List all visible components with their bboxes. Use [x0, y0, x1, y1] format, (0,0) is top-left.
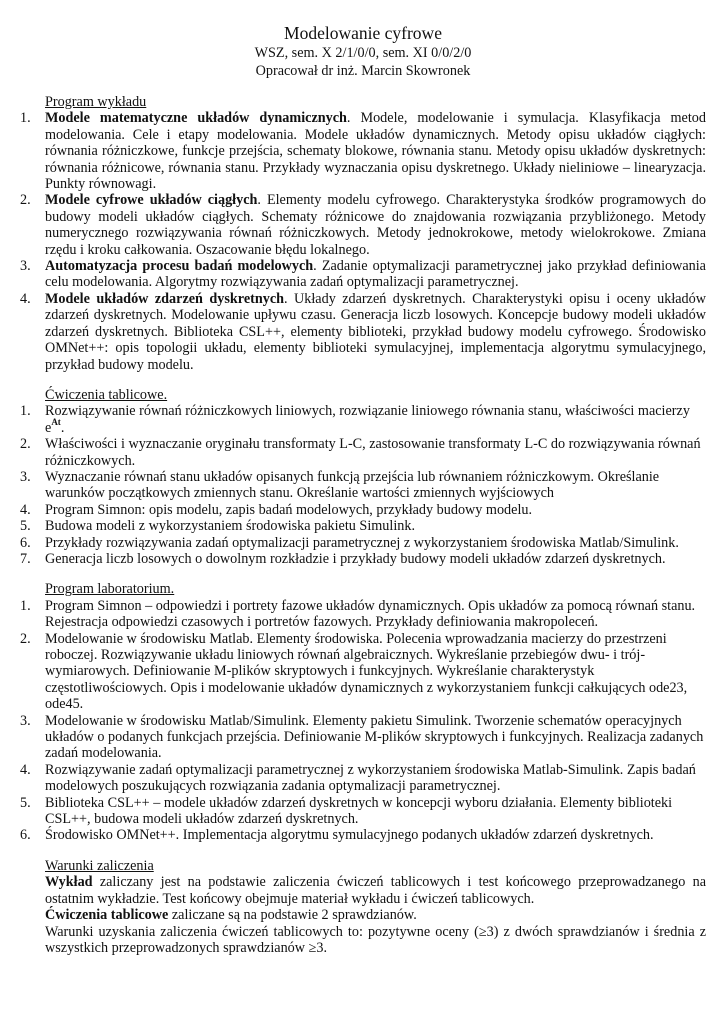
- item-text-end: .: [60, 419, 65, 436]
- item-text: . Modele, modelowanie i symulacja. Klasyfikacja metod modelowania. Cele i etapy modelowania. Modele układów dynamicznych. Metody opisu układów ciągłych: równania różniczkowe, funkcje przejścia, schematy blokowe, równania stanu. Metody opisu układów dyskretnych: równania różnicowe, równania stanu. Przykłady wyznaczania opisu dyskretnego. Układy nieliniowe – linearyzacja. Punkty równowagi.: [45, 110, 706, 193]
- lecture-list: [20, 110, 706, 373]
- exercise-item: [20, 469, 706, 502]
- credit-exercises-label: Ćwiczenia tablicowe: [45, 907, 169, 924]
- matrix-exponent: At: [51, 416, 61, 427]
- exercise-item: [20, 502, 706, 518]
- credit-section: [20, 858, 706, 956]
- item-number: 6.: [20, 534, 31, 551]
- item-text: Program Simnon – odpowiedzi i portrety fazowe układów dynamicznych. Opis układów za pomocą równań stanu. Rejestracja odpowiedzi czasowych i portretów fazowych. Przykłady definiowania makropoleceń.: [45, 597, 696, 631]
- lecture-item: [20, 258, 706, 291]
- exercises-list: [20, 403, 706, 567]
- item-number: 2.: [20, 192, 31, 209]
- lab-section: [20, 581, 706, 844]
- document-header: [20, 22, 706, 80]
- credit-exercises-paragraph: [45, 907, 706, 923]
- item-number: 4.: [20, 501, 31, 518]
- item-text: Generacja liczb losowych o dowolnym rozkładzie i przykłady budowy modeli układów zdarzeń dyskretnych.: [45, 550, 666, 567]
- credit-lecture-paragraph: [45, 874, 706, 907]
- lab-item: [20, 795, 706, 828]
- credit-lecture-label: Wykład: [45, 874, 93, 891]
- item-number: 2.: [20, 436, 31, 453]
- lab-list: [20, 598, 706, 844]
- item-heading: Modele matematyczne układów dynamicznych: [45, 110, 347, 127]
- item-text: Modelowanie w środowisku Matlab. Elementy środowiska. Polecenia wprowadzania macierzy do przestrzeni roboczej. Rozwiązywanie układu liniowych równań algebraicznych. Wykreślanie przebiegów dwu- i trój-wymiarowych. Definiowanie M-plików skryptowych i funkcyjnych. Wykreślanie charakterystyk częstotliwościowych. Opis i modelowanie układów dynamicznych z wykorzystaniem funkcji całkujących ode23, ode45.: [45, 630, 688, 713]
- item-text: . Układy zdarzeń dyskretnych. Charakterystyki opisu i oceny układów zdarzeń dyskretnych. Modelowanie upływu czasu. Generacja liczb losowych. Koncepcje budowy modeli układów zdarzeń dyskretnych. Biblioteka CSL++, elementy biblioteki, przykład budowy modelu cyfrowego. Środowisko OMNet++: opis topologii układu, elementy biblioteki symulacyjnej, implementacja algorytmu symulacyjnego, przykład budowy modelu.: [45, 290, 706, 373]
- lab-item: [20, 762, 706, 795]
- item-number: 1.: [20, 403, 31, 420]
- item-text: Przykłady rozwiązywania zadań optymalizacji parametrycznej z wykorzystaniem środowiska Matlab/Simulink.: [45, 534, 679, 551]
- credit-exercises-text: zaliczane są na podstawie 2 sprawdzianów.: [168, 907, 417, 924]
- lab-item: [20, 631, 706, 713]
- item-text: Program Simnon: opis modelu, zapis badań modelowych, przykłady budowy modelu.: [45, 501, 533, 518]
- credit-lecture-text: zaliczany jest na podstawie zaliczenia ćwiczeń tablicowych i test końcowego przeprowadzanego na ostatnim wykładzie. Test końcowy obejmuje materiał wykładu i ćwiczeń tablicowych.: [45, 874, 706, 907]
- exercise-item: [20, 518, 706, 534]
- item-text: Środowisko OMNet++. Implementacja algorytmu symulacyjnego podanych układów zdarzeń dyskretnych.: [45, 827, 654, 844]
- item-heading: Modele układów zdarzeń dyskretnych: [45, 290, 285, 307]
- lecture-section-title: Program wykładu: [45, 94, 147, 110]
- item-number: 2.: [20, 630, 31, 647]
- exercises-section-title: Ćwiczenia tablicowe.: [45, 386, 168, 403]
- item-text: Modelowanie w środowisku Matlab/Simulink. Elementy pakietu Simulink. Tworzenie schematów operacyjnych układów o podanych funkcjach przejścia. Definiowanie M-plików skryptowych i funkcyjnych. Realizacja zadanych zadań modelowania.: [45, 712, 704, 762]
- item-number: 3.: [20, 258, 31, 275]
- item-text: Właściwości i wyznaczanie oryginału transformaty L-C, zastosowanie transformaty L-C do rozwiązywania równań różniczkowych.: [45, 436, 701, 469]
- lab-item: [20, 713, 706, 762]
- lecture-item: [20, 192, 706, 258]
- item-number: 4.: [20, 290, 31, 307]
- item-heading: Modele cyfrowe układów ciągłych: [45, 192, 258, 209]
- item-text: . Elementy modelu cyfrowego. Charakterystyka środków programowych do budowy modeli układów ciągłych. Schematy różnicowe do znajdowania rozwiązania przybliżonego. Metody numerycznego rozwiązywania równań różniczkowych. Metody jednokrokowe, metody wielokrokowe. Zmiana rzędu i kroku całkowania. Oszacowanie błędu lokalnego.: [45, 192, 706, 258]
- item-text: Rozwiązywanie zadań optymalizacji parametrycznej z wykorzystaniem środowiska Matlab-Simulink. Zapis badań modelowych poszukujących rozwiązania zadania optymalizacji parametrycznej.: [45, 761, 696, 795]
- item-text: Budowa modeli z wykorzystaniem środowiska pakietu Simulink.: [45, 518, 416, 535]
- item-number: 5.: [20, 518, 31, 535]
- lab-item: [20, 827, 706, 843]
- exercise-item: [20, 551, 706, 567]
- item-number: 1.: [20, 597, 31, 614]
- item-number: 3.: [20, 712, 31, 729]
- document-title: Modelowanie cyfrowe: [284, 23, 442, 43]
- exercise-item: [20, 535, 706, 551]
- item-number: 6.: [20, 827, 31, 844]
- exercise-item: [20, 436, 706, 469]
- lecture-item: [20, 291, 706, 373]
- lecture-section: [20, 94, 706, 373]
- exercises-section: [20, 387, 706, 567]
- exercise-item: [20, 403, 706, 436]
- item-number: 3.: [20, 468, 31, 485]
- item-text: Wyznaczanie równań stanu układów opisanych funkcją przejścia lub równaniem różniczkowym. Określanie warunków początkowych zmiennych stanu. Określanie wartości zmiennych wyjściowych: [45, 468, 660, 502]
- item-heading: Automatyzacja procesu badań modelowych: [45, 258, 314, 275]
- credit-section-title: Warunki zaliczenia: [45, 857, 154, 874]
- item-text: Rozwiązywanie równań różniczkowych liniowych, rozwiązanie liniowego równania stanu, właściwości macierzy e: [45, 403, 690, 436]
- lecture-item: [20, 110, 706, 192]
- item-number: 4.: [20, 761, 31, 778]
- lab-section-title: Program laboratorium.: [45, 581, 175, 598]
- course-info: WSZ, sem. X 2/1/0/0, sem. XI 0/0/2/0: [254, 45, 472, 61]
- credit-conditions-paragraph: Warunki uzyskania zaliczenia ćwiczeń tablicowych to: pozytywne oceny (≥3) z dwóch sprawdzianów i średnia z wszystkich przeprowadzonych sprawdzianów ≥3.: [45, 923, 706, 956]
- item-number: 5.: [20, 794, 31, 811]
- item-number: 1.: [20, 110, 31, 127]
- lab-item: [20, 598, 706, 631]
- item-number: 7.: [20, 550, 31, 567]
- item-text: . Zadanie optymalizacji parametrycznej jako przykład definiowania celu modelowania. Algorytmy rozwiązywania zadań optymalizacji parametrycznej.: [45, 258, 706, 291]
- author-line: Opracował dr inż. Marcin Skowronek: [255, 63, 471, 79]
- item-text: Biblioteka CSL++ – modele układów zdarzeń dyskretnych w koncepcji wyboru działania. Elementy biblioteki CSL++, budowa modeli układów zdarzeń dyskretnych.: [45, 794, 673, 828]
